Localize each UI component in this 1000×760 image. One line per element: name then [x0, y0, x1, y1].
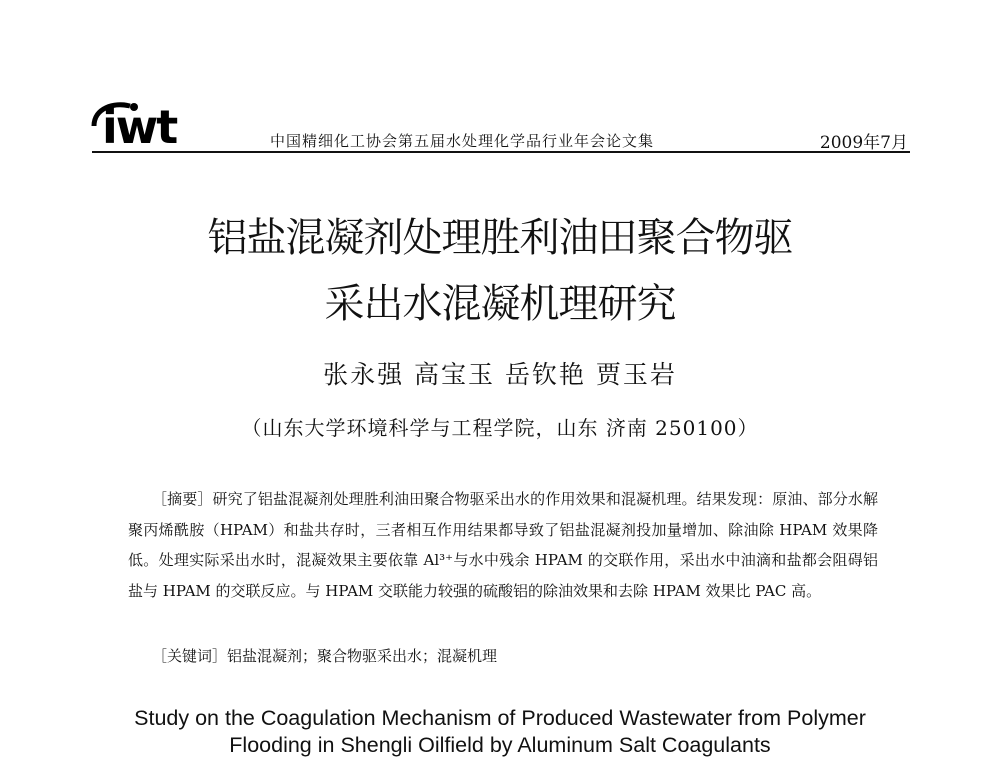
- english-title-line-2: Flooding in Shengli Oilfield by Aluminum Salt Coagulants: [229, 733, 771, 757]
- abstract-label: ［摘要］: [152, 490, 213, 508]
- abstract: [128, 484, 878, 606]
- logo-text: iwt: [102, 100, 177, 154]
- english-title: [0, 705, 1000, 759]
- authors: 张永强 高宝玉 岳钦艳 贾玉岩: [323, 360, 677, 389]
- paper-title-line-1: 铝盐混凝剂处理胜利油田聚合物驱: [207, 215, 793, 261]
- keywords: [152, 645, 497, 666]
- header-rule: [92, 151, 910, 153]
- abstract-body: [128, 484, 878, 606]
- english-title-line-1: Study on the Coagulation Mechanism of Produced Wastewater from Polymer: [134, 706, 866, 730]
- publication-date: 2009年7月: [819, 133, 908, 153]
- keywords-text: 铝盐混凝剂；聚合物驱采出水；混凝机理: [227, 647, 498, 665]
- affiliation: （山东大学环境科学与工程学院，山东 济南 250100）: [241, 416, 759, 440]
- journal-name: 中国精细化工协会第五届水处理化学品行业年会论文集: [270, 132, 655, 150]
- paper-title-line-2: 采出水混凝机理研究: [324, 281, 676, 327]
- keywords-label: ［关键词］: [152, 647, 228, 665]
- abstract-text: 研究了铝盐混凝剂处理胜利油田聚合物驱采出水的作用效果和混凝机理。结果发现：原油、部分水解聚丙烯酰胺（HPAM）和盐共存时，三者相互作用结果都导致了铝盐混凝剂投加量增加、除油除 HPAM 效果降低。处理实际采出水时，混凝效果主要依靠 Al³⁺与水中残余 HPAM 的交联作用，采出水中油滴和盐都会阻碍铝盐与 HPAM 的交联反应。与 HPAM 交联能力较强的硫酸铝的除油效果和去除 HPAM 效果比 PAC 高。: [128, 490, 878, 600]
